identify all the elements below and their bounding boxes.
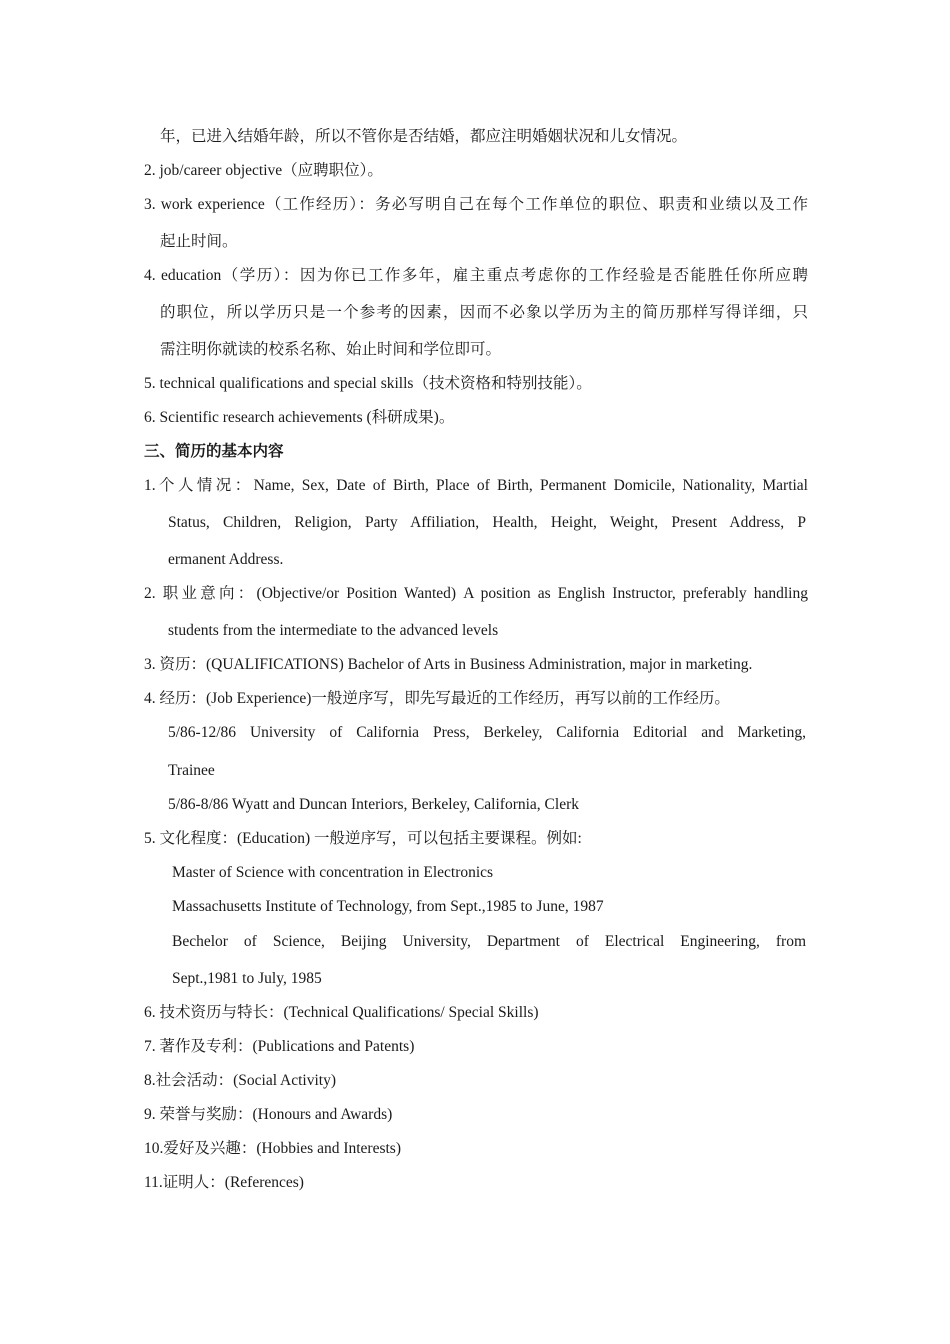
education-entry: Bechelor of Science, Beijing University, Department of Electrical Engineering, from (172, 933, 806, 950)
list-item: 7. 著作及专利：(Publications and Patents) (144, 1038, 415, 1055)
section-heading: 三、简历的基本内容 (144, 443, 284, 460)
list-item: 5. 文化程度：(Education) 一般逆序写，可以包括主要课程。例如: (144, 830, 582, 847)
list-item: 3. 资历：(QUALIFICATIONS) Bachelor of Arts in Business Administration, major in marketing. (144, 656, 753, 673)
list-item: 8.社会活动：(Social Activity) (144, 1072, 337, 1089)
job-entry: 5/86-12/86 University of California Press, Berkeley, California Editorial and Marketing, (168, 724, 806, 741)
list-item-continuation: Status, Children, Religion, Party Affiliation, Health, Height, Weight, Present Address, P (168, 514, 806, 531)
list-item: 6. Scientific research achievements (科研成果)。 (144, 409, 455, 426)
list-item: 2. job/career objective（应聘职位）。 (144, 162, 383, 179)
list-item: 1.个人情况：Name, Sex, Date of Birth, Place of Birth, Permanent Domicile, Nationality, Martial (144, 477, 808, 494)
list-item: 10.爱好及兴趣：(Hobbies and Interests) (144, 1140, 401, 1157)
list-item: 4. 经历：(Job Experience)一般逆序写，即先写最近的工作经历，再写以前的工作经历。 (144, 690, 730, 707)
education-entry: Master of Science with concentration in Electronics (172, 864, 494, 881)
job-entry-continuation: Trainee (168, 762, 215, 779)
list-item-continuation: students from the intermediate to the advanced levels (168, 622, 499, 639)
list-item: 9. 荣誉与奖励：(Honours and Awards) (144, 1106, 393, 1123)
list-item-continuation: 的职位，所以学历只是一个参考的因素，因而不必象以学历为主的简历那样写得详细，只 (160, 304, 808, 321)
list-item: 5. technical qualifications and special skills（技术资格和特别技能）。 (144, 375, 592, 392)
education-entry: Massachusetts Institute of Technology, from Sept.,1985 to June, 1987 (172, 898, 604, 915)
list-item-continuation: 起止时间。 (160, 233, 238, 250)
list-item-continuation: 需注明你就读的校系名称、始止时间和学位即可。 (160, 341, 502, 358)
list-item-continuation: ermanent Address. (168, 551, 284, 568)
list-item: 2. 职业意向：(Objective/or Position Wanted) A position as English Instructor, preferably handling (144, 585, 808, 602)
list-item: 3. work experience（工作经历）：务必写明自己在每个工作单位的职位、职责和业绩以及工作 (144, 196, 808, 213)
paragraph-line: 年，已进入结婚年龄，所以不管你是否结婚，都应注明婚姻状况和儿女情况。 (160, 128, 688, 145)
list-item: 4. education（学历）：因为你已工作多年，雇主重点考虑你的工作经验是否能胜任你所应聘 (144, 267, 808, 284)
education-entry-continuation: Sept.,1981 to July, 1985 (172, 970, 322, 987)
list-item: 6. 技术资历与特长：(Technical Qualifications/ Special Skills) (144, 1004, 539, 1021)
list-item: 11.证明人：(References) (144, 1174, 304, 1191)
job-entry: 5/86-8/86 Wyatt and Duncan Interiors, Berkeley, California, Clerk (168, 796, 579, 813)
